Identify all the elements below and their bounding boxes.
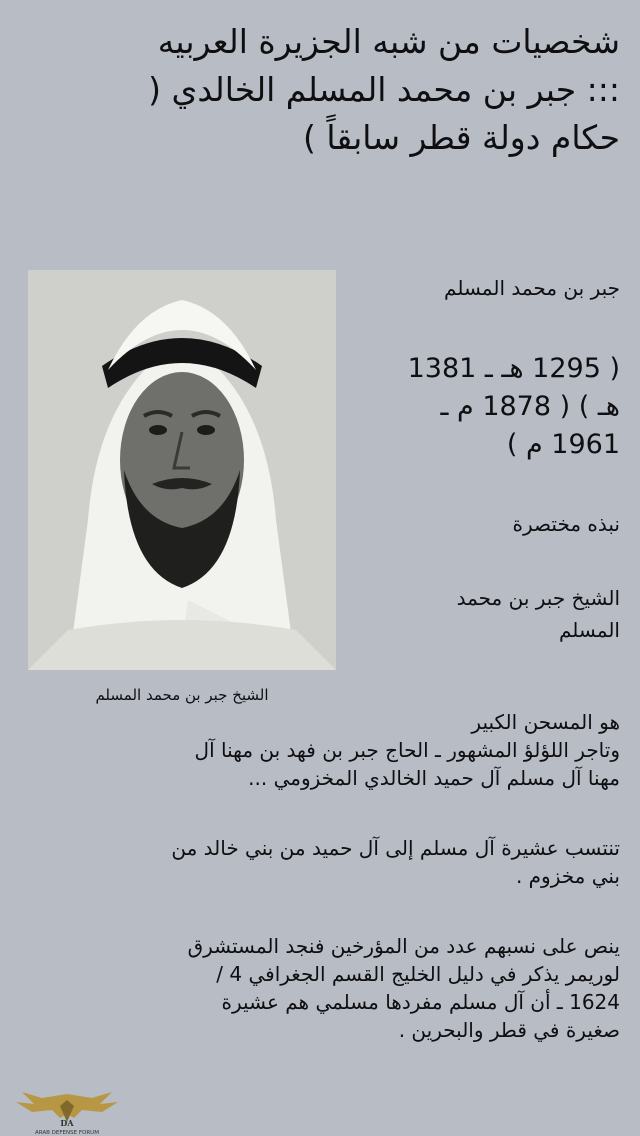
article-title	[20, 18, 620, 162]
life-dates	[358, 350, 620, 464]
title-line-3: حكام دولة قطر سابقاً )	[302, 118, 620, 157]
sheikh-name	[358, 582, 620, 646]
body-p3-line-2: لوريمر يذكر في دليل الخليج القسم الجغرافي 4 /	[216, 962, 620, 986]
photo-caption: الشيخ جبر بن محمد المسلم	[95, 686, 269, 704]
body-p1-line-3: مهنا آل مسلم آل حميد الخالدي المخزومي ...	[248, 766, 620, 790]
title-line-1: شخصيات من شبه الجزيرة العربيه	[157, 22, 620, 61]
brief-heading: نبذه مختصرة	[512, 512, 620, 536]
body-p2-line-2: بني مخزوم .	[515, 864, 620, 888]
body-p3-line-1: ينص على نسبهم عدد من المؤرخين فنجد المستشرق	[187, 934, 620, 958]
watermark-initials: DA	[60, 1118, 74, 1128]
body-p3-line-3: 1624 ـ أن آل مسلم مفردها مسلمي هم عشيرة	[221, 990, 620, 1014]
sheikh-line-1: الشيخ جبر بن محمد	[456, 586, 620, 610]
eagle-emblem-icon	[8, 1088, 126, 1136]
person-name: جبر بن محمد المسلم	[444, 276, 620, 300]
body-p3-line-4: صغيرة في قطر والبحرين .	[398, 1018, 620, 1042]
portrait-photo	[28, 270, 336, 670]
article-body	[20, 708, 620, 1044]
dates-line-2: هـ ) ( 1878 م ـ	[440, 391, 620, 422]
dates-line-3: 1961 م )	[506, 429, 620, 460]
dates-line-1: ( 1295 هـ ـ 1381	[407, 353, 620, 384]
body-p1-line-1: هو المسحن الكبير	[471, 710, 620, 734]
body-p1-line-2: وتاجر اللؤلؤ المشهور ـ الحاج جبر بن فهد بن مهنا آل	[194, 738, 620, 762]
watermark-logo	[8, 1088, 126, 1136]
sheikh-line-2: المسلم	[559, 618, 620, 642]
bio-sidebar	[358, 272, 620, 646]
watermark-text: ARAB DEFENSE FORUM	[35, 1130, 99, 1136]
title-line-2: ::: جبر بن محمد المسلم الخالدي (	[148, 70, 620, 109]
portrait-illustration	[28, 270, 336, 670]
body-p2-line-1: تنتسب عشيرة آل مسلم إلى آل حميد من بني خالد من	[171, 836, 620, 860]
